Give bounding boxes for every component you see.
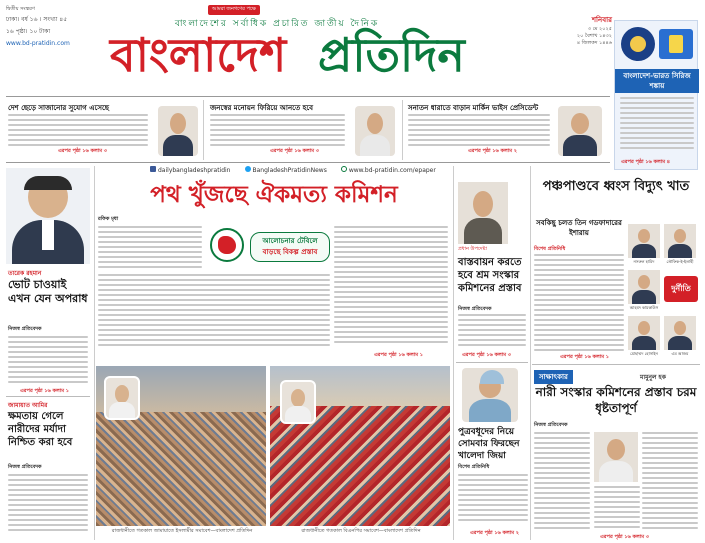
cricket-series-box[interactable]: [614, 20, 698, 170]
cricket-series-title: বাংলাদেশ-ভারত সিরিজ শঙ্কায়: [615, 69, 699, 93]
corruption-badge: দুর্নীতি: [664, 276, 698, 302]
teaser-3-title: সনাতন ধারাতে বাড়ান মার্কিন ভাইস প্রেসিডেন্ট: [408, 104, 539, 112]
epaper-link[interactable]: www.bd-pratidin.com/epaper: [341, 166, 436, 174]
bnp-leader-inset: [280, 380, 316, 424]
interview-person: মামুনুল হক: [640, 374, 666, 381]
date-bangla: ২০ বৈশাখ ১৪৩২: [576, 33, 612, 39]
teaser-2[interactable]: [210, 102, 398, 158]
name-azam: এম আজম: [671, 351, 689, 356]
bnp-photo-caption: রাজধানীতে গতকাল বিএনপির সমাবেশ—বাংলাদেশ প্রতিদিন: [301, 528, 421, 534]
chief-adviser-caption: প্রধান উপদেষ্টা: [458, 246, 487, 252]
power-sector-more[interactable]: এরপর পৃষ্ঠা ১৬ কলাম ১: [560, 354, 609, 360]
title-part-red: বাংলাদেশ: [110, 28, 287, 82]
bangladesh-map-icon: [210, 228, 244, 262]
tagline: বাংলাদেশের সর্বাধিক প্রচারিত জাতীয় দৈনিক: [174, 19, 380, 29]
left-byline: তারেক রহমান: [8, 270, 42, 277]
left-reporter-2: নিজস্ব প্রতিবেদক: [8, 464, 42, 470]
twitter-link[interactable]: BangladeshPratidinNews: [245, 166, 327, 174]
power-sector-reporter: বিশেষ প্রতিনিধি: [534, 246, 566, 252]
khaleda-more[interactable]: এরপর পৃষ্ঠা ১৬ কলাম ২: [470, 530, 519, 536]
tagline-badge: আমরা জনগণের পক্ষে: [208, 5, 260, 15]
name-nasrul: নসরুল হামিদ: [633, 259, 655, 264]
facebook-link[interactable]: dailybangladeshpratidin: [150, 166, 231, 174]
edition-label: দ্বিতীয় সংস্করণ: [6, 6, 35, 12]
portrait-hossain: [628, 316, 660, 350]
website-link[interactable]: www.bd-pratidin.com: [6, 40, 70, 47]
title-part-green: প্রতিদিন: [318, 28, 465, 82]
power-sector-subhead: সবকিছু চলত তিন গডফাদারের ইশারায়: [536, 219, 622, 237]
khaleda-reporter: বিশেষ প্রতিনিধি: [458, 464, 490, 470]
mamunul-photo: [594, 432, 638, 482]
teaser-2-title: জনস্বের মনোয়ন ফিরিয়ে আনতে হবে: [210, 104, 314, 112]
interview-reporter: নিজস্ব প্রতিবেদক: [534, 422, 568, 428]
teaser-3-photo: [558, 106, 602, 156]
globe-icon: [341, 166, 347, 172]
jamaat-photo-caption: রাজধানীতে গতকাল জামায়াতে ইসলামীর সমাবেশ—বাংলাদেশ প্রতিদিন: [111, 528, 253, 534]
chief-adviser-photo: [458, 182, 508, 244]
portrait-nasrul: [628, 224, 660, 258]
lead-reporter: রফিক মৃধা: [98, 216, 119, 222]
jamaat-leader-inset: [104, 376, 140, 420]
portrait-azam: [664, 316, 696, 350]
interview-label: সাক্ষাৎকার: [534, 370, 573, 384]
teaser-1-title: দেশ ছেড়ে সাজানোর সুযোগ এসেছে: [8, 104, 110, 112]
left-more[interactable]: এরপর পৃষ্ঠা ১৬ কলাম ১: [20, 388, 69, 394]
tarique-photo: [6, 168, 90, 264]
name-hossain: মোহাম্মদ হোসাইন: [630, 351, 658, 356]
lead-badge: [204, 224, 332, 270]
teaser-3[interactable]: [408, 102, 608, 158]
lead-more[interactable]: এরপর পৃষ্ঠা ১৬ কলাম ১: [374, 352, 423, 358]
khaleda-photo: [462, 368, 518, 422]
jamaat-rally-photo: [96, 366, 266, 526]
social-bar: [150, 166, 436, 174]
issue-info: ঢাকা। বর্ষ ১৬ । সংখ্যা ৪৫: [6, 16, 68, 23]
labour-reform-reporter: নিজস্ব প্রতিবেদক: [458, 306, 492, 312]
name-tawfiq: তৌফিক-ই-ইলাহী: [666, 259, 694, 264]
labour-reform-more[interactable]: এরপর পৃষ্ঠা ১৬ কলাম ৩: [462, 352, 511, 358]
left-headline-2[interactable]: ক্ষমতায় গেলে নারীদের মর্যাদা নিশ্চিত করা হবে: [8, 411, 73, 448]
teaser-1-photo: [158, 106, 198, 156]
price-info: ১৬ পৃষ্ঠা। ১০ টাকা: [6, 28, 51, 35]
bcci-logo-icon: [659, 29, 693, 59]
teaser-1[interactable]: [8, 102, 200, 158]
bcb-logo-icon: [621, 27, 655, 61]
twitter-icon: [245, 166, 251, 172]
facebook-icon: [150, 166, 156, 172]
portrait-tawfiq: [664, 224, 696, 258]
date-gregorian: ৩ মে ২০২৫: [587, 26, 612, 32]
name-kaikaus: আহমদ কায়কাউস: [629, 305, 659, 310]
power-sector-headline[interactable]: পঞ্চপাণ্ডবে ধ্বংস বিদ্যুৎ খাত: [542, 179, 690, 194]
portrait-kaikaus: [628, 270, 660, 304]
left-headline[interactable]: ভোট চাওয়াই এখন যেন অপরাধ: [8, 278, 88, 305]
left-byline-2: জামায়াত আমির: [8, 402, 48, 409]
teaser-2-photo: [355, 106, 395, 156]
interview-more[interactable]: এরপর পৃষ্ঠা ১৬ কলাম ৩: [600, 534, 649, 540]
teaser-3-more[interactable]: এরপর পৃষ্ঠা ১৬ কলাম ২: [468, 148, 517, 154]
khaleda-headline[interactable]: পুত্রবধূদের নিয়ে সোমবার ফিরছেন খালেদা জিয়া: [458, 427, 520, 461]
bnp-rally-photo: [270, 366, 450, 526]
date-hijri: ৪ জিলকদ ১৪৪৬: [576, 40, 612, 46]
lead-badge-line1: আলোচনার টেবিলে: [262, 237, 318, 245]
cricket-series-more[interactable]: এরপর পৃষ্ঠা ১৬ কলাম ৪: [621, 159, 670, 165]
lead-headline[interactable]: পথ খুঁজছে ঐকমত্য কমিশন: [150, 182, 398, 208]
left-reporter: নিজস্ব প্রতিবেদক: [8, 326, 42, 332]
teaser-2-more[interactable]: এরপর পৃষ্ঠা ১৬ কলাম ৩: [270, 148, 319, 154]
date-block: [548, 14, 612, 47]
lead-badge-line2: বাড়ছে বিকল্প প্রস্তাব: [262, 248, 318, 256]
labour-reform-headline[interactable]: বাস্তবায়ন করতে হবে শ্রম সংস্কার কমিশনের প্রস্তাব: [458, 257, 522, 294]
day-label: শনিবার: [591, 16, 612, 24]
interview-headline[interactable]: নারী সংস্কার কমিশনের প্রস্তাব চরম ধৃষ্টতাপূর্ণ: [535, 385, 697, 415]
teaser-1-more[interactable]: এরপর পৃষ্ঠা ১৬ কলাম ৩: [58, 148, 107, 154]
